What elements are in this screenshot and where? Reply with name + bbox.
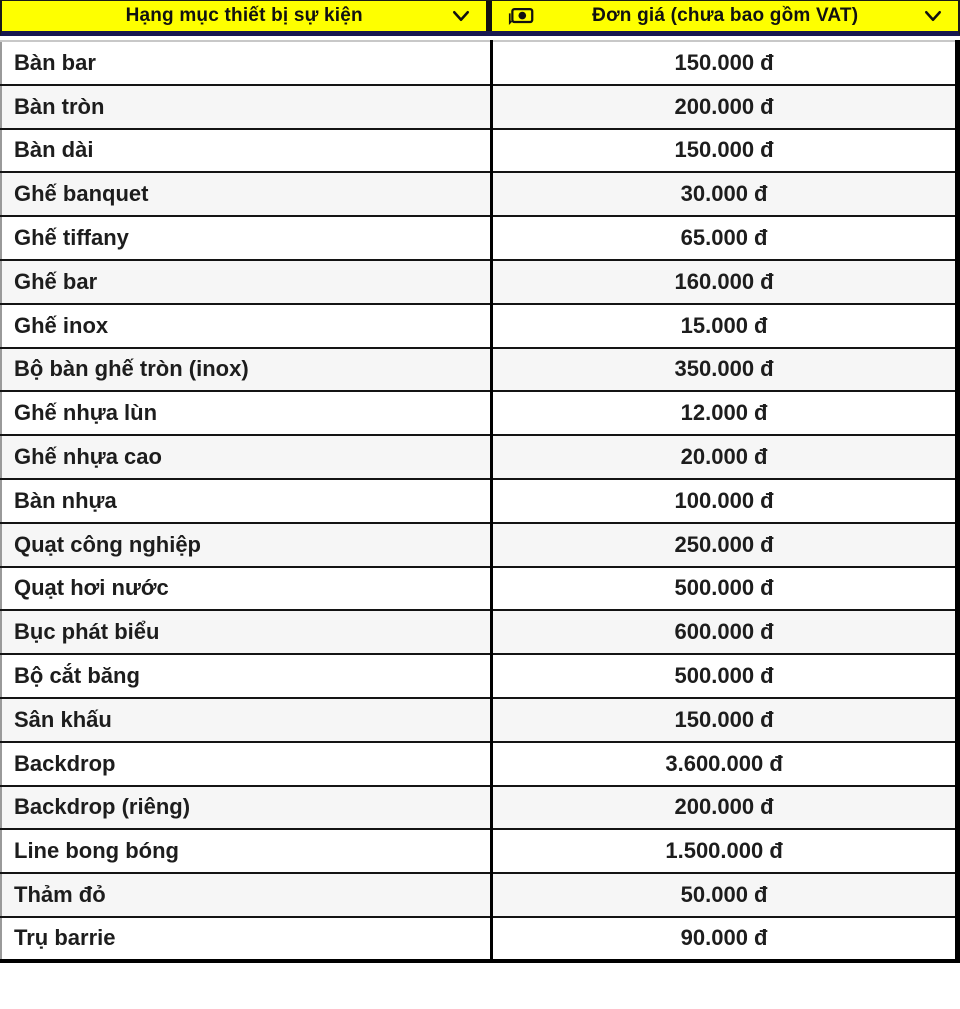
- item-cell: Ghế banquet: [1, 172, 492, 216]
- table-row: [1, 917, 958, 961]
- item-cell: Bàn bar: [1, 41, 492, 85]
- item-cell: Trụ barrie: [1, 917, 492, 961]
- table-header-row: [0, 0, 960, 36]
- table-row: [1, 304, 958, 348]
- price-table-body: [1, 41, 958, 961]
- item-cell: Ghế tiffany: [1, 216, 492, 260]
- table-row: [1, 129, 958, 173]
- price-cell: 200.000 đ: [492, 786, 958, 830]
- price-cell: 500.000 đ: [492, 654, 958, 698]
- table-row: [1, 873, 958, 917]
- price-cell: 1.500.000 đ: [492, 829, 958, 873]
- price-cell: 20.000 đ: [492, 435, 958, 479]
- item-cell: Ghế inox: [1, 304, 492, 348]
- price-cell: 3.600.000 đ: [492, 742, 958, 786]
- table-row: [1, 216, 958, 260]
- table-row: [1, 391, 958, 435]
- price-cell: 600.000 đ: [492, 610, 958, 654]
- item-cell: Bàn dài: [1, 129, 492, 173]
- header-cell-item-category[interactable]: [2, 1, 492, 31]
- table-row: [1, 610, 958, 654]
- item-cell: Bộ cắt băng: [1, 654, 492, 698]
- banknote-icon: [508, 7, 534, 26]
- table-row: [1, 172, 958, 216]
- chevron-down-icon[interactable]: [924, 10, 942, 23]
- price-cell: 150.000 đ: [492, 41, 958, 85]
- item-cell: Bàn tròn: [1, 85, 492, 129]
- price-cell: 200.000 đ: [492, 85, 958, 129]
- table-row: [1, 260, 958, 304]
- header-cell-unit-price[interactable]: [492, 1, 958, 31]
- table-row: [1, 348, 958, 392]
- price-cell: 90.000 đ: [492, 917, 958, 961]
- price-cell: 350.000 đ: [492, 348, 958, 392]
- item-cell: Thảm đỏ: [1, 873, 492, 917]
- table-row: [1, 567, 958, 611]
- table-row: [1, 698, 958, 742]
- price-cell: 500.000 đ: [492, 567, 958, 611]
- item-cell: Quạt công nghiệp: [1, 523, 492, 567]
- table-row: [1, 523, 958, 567]
- price-cell: 30.000 đ: [492, 172, 958, 216]
- table-row: [1, 479, 958, 523]
- table-row: [1, 742, 958, 786]
- table-row: [1, 85, 958, 129]
- price-cell: 50.000 đ: [492, 873, 958, 917]
- table-row: [1, 829, 958, 873]
- header-label-unit-price: Đơn giá (chưa bao gồm VAT): [592, 5, 859, 26]
- item-cell: Bộ bàn ghế tròn (inox): [1, 348, 492, 392]
- header-label-item-category: Hạng mục thiết bị sự kiện: [125, 5, 363, 26]
- item-cell: Bục phát biểu: [1, 610, 492, 654]
- price-cell: 150.000 đ: [492, 129, 958, 173]
- item-cell: Line bong bóng: [1, 829, 492, 873]
- item-cell: Quạt hơi nước: [1, 567, 492, 611]
- table-row: [1, 654, 958, 698]
- chevron-down-icon[interactable]: [452, 10, 470, 23]
- item-cell: Bàn nhựa: [1, 479, 492, 523]
- table-row: [1, 786, 958, 830]
- item-cell: Sân khấu: [1, 698, 492, 742]
- item-cell: Ghế nhựa cao: [1, 435, 492, 479]
- table-row: [1, 435, 958, 479]
- price-cell: 15.000 đ: [492, 304, 958, 348]
- item-cell: Ghế bar: [1, 260, 492, 304]
- price-cell: 250.000 đ: [492, 523, 958, 567]
- price-cell: 150.000 đ: [492, 698, 958, 742]
- price-cell: 12.000 đ: [492, 391, 958, 435]
- price-cell: 100.000 đ: [492, 479, 958, 523]
- price-cell: 65.000 đ: [492, 216, 958, 260]
- item-cell: Ghế nhựa lùn: [1, 391, 492, 435]
- price-table: [0, 40, 960, 963]
- price-cell: 160.000 đ: [492, 260, 958, 304]
- item-cell: Backdrop (riêng): [1, 786, 492, 830]
- table-row: [1, 41, 958, 85]
- item-cell: Backdrop: [1, 742, 492, 786]
